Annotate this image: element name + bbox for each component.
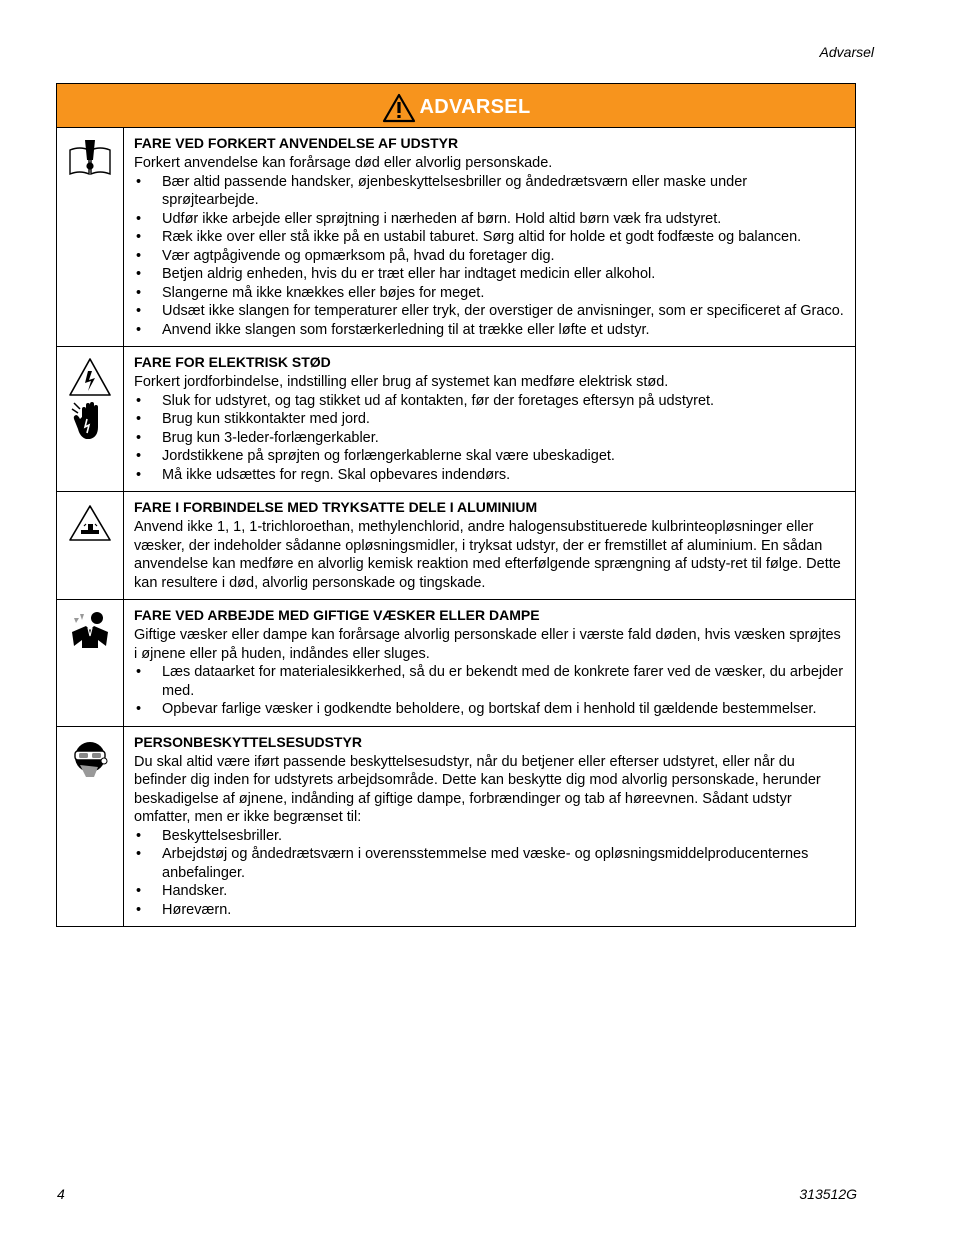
list-item: • Må ikke udsættes for regn. Skal opbevares indendørs. (134, 466, 847, 485)
bullet-list (134, 663, 847, 719)
section-heading: FARE VED FORKERT ANVENDELSE AF UDSTYR (134, 135, 459, 151)
bullet-list (134, 827, 847, 920)
bullet-list (134, 392, 847, 485)
list-item: • Sluk for udstyret, og tag stikket ud af kontakten, før der foretages eftersyn på udstyret. (134, 392, 847, 411)
list-item: • Ræk ikke over eller stå ikke på en ustabil taburet. Sørg altid for holde et godt fodfæste og balancen. (134, 228, 847, 247)
section-intro: Forkert jordforbindelse, indstilling eller brug af systemet kan medføre elektrisk stød. (134, 374, 669, 390)
manual-exclamation-icon (67, 138, 113, 178)
section-intro: Anvend ikke 1, 1, 1-trichloroethan, methylenchlorid, andre halogensubstituerede kulbrinteopløsninger eller væsker, der indeholder sådanne opløsningsmidler, i tryksat udstyr, der er fremstillet af aluminium. En sådan anvendelse kan medføre en alvorlig kemisk reaktion med efterfølgende sprængning af udsty-ret til følge. Dette kan resultere i død, alvorlig personskade og tingskade. (134, 519, 841, 591)
list-item: • Opbevar farlige væsker i godkendte beholdere, og bortskaf dem i henhold til gældende bestemmelser. (134, 700, 847, 719)
section-intro: Giftige væsker eller dampe kan forårsage alvorlig personskade eller i værste fald døden, hvis væsken sprøjtes i øjnene eller på huden, indåndes eller sluges. (134, 627, 841, 662)
warning-table (56, 83, 856, 927)
warning-section-toxic (57, 600, 855, 727)
section-heading: PERSONBESKYTTELSESUDSTYR (134, 733, 362, 750)
section-heading: FARE VED ARBEJDE MED GIFTIGE VÆSKER ELLER DAMPE (134, 607, 540, 623)
toxic-fumes-icon (68, 610, 112, 650)
list-item: • Betjen aldrig enheden, hvis du er træt eller har indtaget medicin eller alkohol. (134, 265, 847, 284)
list-item: • Slangerne må ikke knækkes eller bøjes for meget. (134, 284, 847, 303)
page-header-title: Advarsel (819, 44, 874, 60)
list-item: • Vær agtpågivende og opmærksom på, hvad du foretager dig. (134, 247, 847, 266)
list-item: • Læs dataarket for materialesikkerhed, så du er bekendt med de konkrete farer ved de væsker, du arbejder med. (134, 663, 847, 700)
section-intro: Du skal altid være iført passende beskyttelsesudstyr, når du betjener eller efterser udstyret, eller når du befinder dig inden for udstyrets arbejdsområde. Dette kan beskytte dig mod alvorlig personskade, herunder beskadigelse af øjnene, indånding af giftige dampe, forbrændinger og tab af høreevnen. Sådant udstyr omfatter, men er ikke begrænset til: (134, 753, 821, 825)
warning-section-ppe (57, 727, 855, 927)
section-intro: Forkert anvendelse kan forårsage død eller alvorlig personskade. (134, 155, 553, 171)
electric-shock-icon (68, 357, 112, 443)
list-item: • Høreværn. (134, 901, 847, 920)
document-number: 313512G (799, 1186, 857, 1202)
list-item: • Brug kun stikkontakter med jord. (134, 410, 847, 429)
warning-section-electric (57, 347, 855, 492)
warning-banner-label: ADVARSEL (419, 96, 531, 118)
list-item: • Arbejdstøj og åndedrætsværn i overensstemmelse med væske- og opløsningsmiddelproducenternes anbefalinger. (134, 845, 847, 882)
list-item: • Beskyttelsesbriller. (134, 827, 847, 846)
warning-section-aluminium (57, 492, 855, 600)
list-item: • Udsæt ikke slangen for temperaturer eller tryk, der overstiger de anvisninger, som er specificeret af Graco. (134, 302, 847, 321)
section-heading: FARE I FORBINDELSE MED TRYKSATTE DELE I ALUMINIUM (134, 499, 538, 515)
list-item: • Udfør ikke arbejde eller sprøjtning i nærheden af børn. Hold altid børn væk fra udstyret. (134, 210, 847, 229)
list-item: • Bær altid passende handsker, øjenbeskyttelsesbriller og åndedrætsværn eller maske under sprøjtearbejde. (134, 173, 847, 210)
warning-section-misuse (57, 128, 855, 347)
bullet-list (134, 173, 847, 340)
warning-banner (57, 84, 855, 128)
chemical-reaction-icon (68, 502, 112, 542)
protective-equipment-icon (70, 737, 110, 781)
page-number: 4 (57, 1186, 65, 1202)
list-item: • Handsker. (134, 882, 847, 901)
list-item: • Brug kun 3-leder-forlængerkabler. (134, 429, 847, 448)
list-item: • Anvend ikke slangen som forstærkerledning til at trække eller løfte et udstyr. (134, 321, 847, 340)
warning-triangle-icon (382, 93, 416, 123)
list-item: • Jordstikkene på sprøjten og forlængerkablerne skal være ubeskadiget. (134, 447, 847, 466)
section-heading: FARE FOR ELEKTRISK STØD (134, 354, 331, 370)
